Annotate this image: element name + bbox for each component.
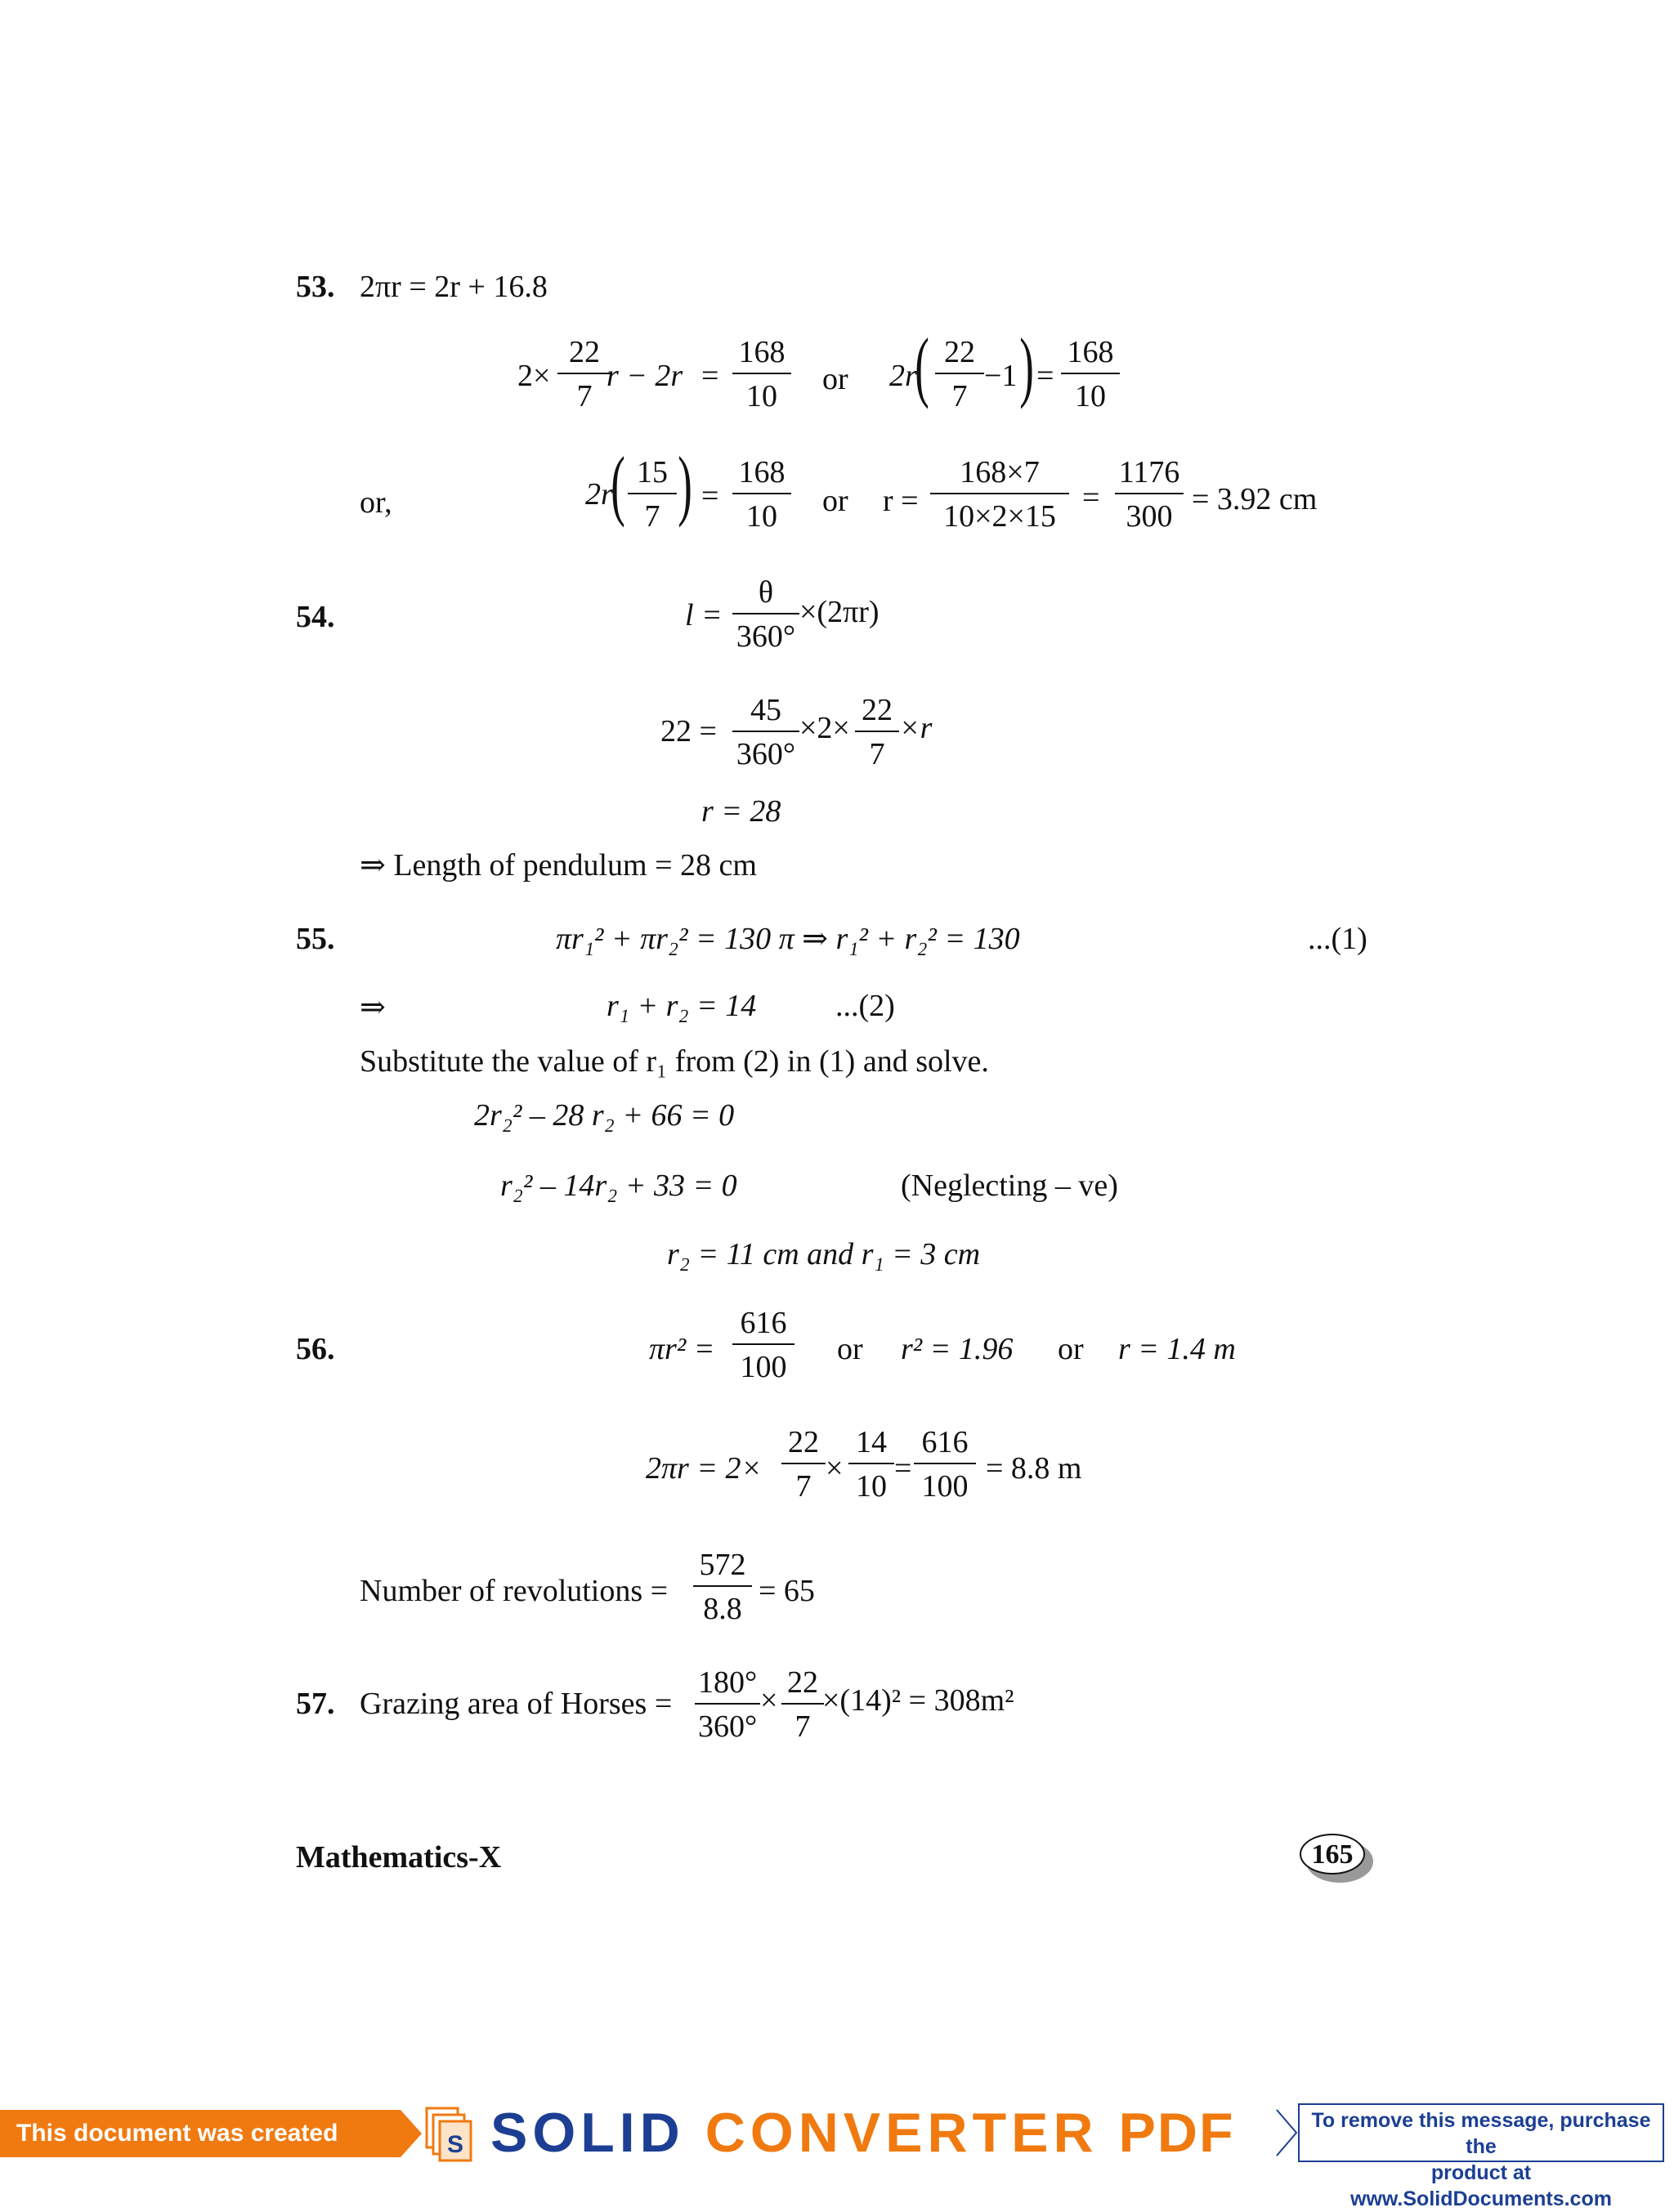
q56-l3-frac-num: 572 <box>699 1548 746 1582</box>
q56-l2-x: × <box>826 1451 844 1486</box>
svg-text:S: S <box>446 2131 464 2158</box>
q56-l2-frac1 <box>781 1427 826 1502</box>
q53-l1-a: 2× <box>517 359 551 393</box>
q53-l1-frac3-den: 7 <box>935 373 984 412</box>
q56-l2-frac1-num: 22 <box>788 1425 819 1459</box>
q53-l1-frac1-den: 7 <box>557 373 611 412</box>
brand-converter: CONVERTER <box>705 2102 1099 2164</box>
q53-l1-frac2-num: 168 <box>738 335 786 369</box>
solid-documents-logo-icon <box>423 2107 476 2162</box>
q53-l2-frac2 <box>732 457 791 532</box>
q57-frac2 <box>781 1667 824 1742</box>
q55-l3: Substitute the value of r₁ from (2) in (1) and solve. <box>360 1044 989 1079</box>
converter-banner[interactable] <box>0 2100 1674 2210</box>
q53-l2-lead: or, <box>360 485 392 520</box>
q56-l2-frac2 <box>848 1427 894 1502</box>
q56-l2-frac1-den: 7 <box>781 1463 826 1502</box>
q54-l2-frac2-num: 22 <box>862 693 893 727</box>
q54-l1-frac <box>732 577 799 652</box>
q56-l2-eq: = <box>894 1451 912 1486</box>
created-using-label: This document was created using <box>0 2110 401 2157</box>
q57-frac2-den: 7 <box>781 1703 824 1742</box>
q53-l2-a: 2r <box>585 477 613 512</box>
q55-l5-note: (Neglecting – ve) <box>901 1169 1118 1203</box>
arrow-icon <box>401 2110 422 2157</box>
q54-l4: ⇒ Length of pendulum = 28 cm <box>360 848 757 883</box>
q54-l1-frac-num: θ <box>758 575 774 610</box>
q57-frac1-den: 360° <box>695 1703 760 1742</box>
chevron-right-icon <box>1275 2108 1300 2157</box>
q55-l1: πr₁² + πr₂² = 130 π ⇒ r₁² + r₂² = 130 <box>556 922 1020 956</box>
left-paren: ( <box>611 440 625 528</box>
q57-frac2-num: 22 <box>787 1665 818 1700</box>
q57-frac1-num: 180° <box>698 1665 758 1700</box>
q54-l2-mid: ×2× <box>799 711 850 745</box>
q54-l2-frac1 <box>732 695 799 770</box>
q53-l1-d: −1 <box>984 359 1018 393</box>
q57-rhs: ×(14)² = 308m² <box>822 1683 1014 1718</box>
q56-l1-rhs: r = 1.4 m <box>1118 1332 1236 1366</box>
q56-l3-rhs: = 65 <box>759 1574 815 1608</box>
q53-l2-eq: = <box>701 479 719 513</box>
q55-l2: r₁ + r₂ = 14 <box>606 989 757 1023</box>
q53-l2-frac3 <box>930 457 1069 532</box>
left-paren: ( <box>915 322 929 409</box>
q53-l1-frac4-den: 10 <box>1061 373 1120 412</box>
q54-l1-rhs: ×(2πr) <box>799 595 880 629</box>
q55-l6: r₂ = 11 cm and r₁ = 3 cm <box>667 1237 981 1271</box>
q56-l2-frac2-num: 14 <box>856 1425 887 1459</box>
q53-l2-r: r = <box>883 484 919 518</box>
question-number-56: 56. <box>296 1332 335 1366</box>
right-paren: ) <box>678 440 692 528</box>
q56-l2-frac3 <box>914 1427 976 1502</box>
purchase-link[interactable] <box>1298 2103 1664 2210</box>
q56-l1-or1: or <box>837 1332 863 1366</box>
remove-message-line1: To remove this message, purchase the <box>1311 2109 1651 2158</box>
q56-l2-frac2-den: 10 <box>848 1463 894 1502</box>
q54-l3: r = 28 <box>701 794 781 829</box>
q56-l1-mid: r² = 1.96 <box>901 1332 1014 1366</box>
q53-l1-frac1-num: 22 <box>569 335 600 369</box>
subject-title: Mathematics-X <box>296 1840 502 1875</box>
question-number-57: 57. <box>296 1687 335 1721</box>
q53-l1-eq2: = <box>1036 359 1054 393</box>
q56-l1-or2: or <box>1058 1332 1084 1366</box>
q53-l2-frac2-num: 168 <box>738 455 786 489</box>
brand-pdf: PDF <box>1118 2102 1235 2164</box>
q53-given: 2πr = 2r + 16.8 <box>360 270 548 304</box>
q53-l2-frac1 <box>628 457 677 532</box>
q53-l1-frac3 <box>935 337 984 412</box>
q56-l2-lhs: 2πr = 2× <box>646 1451 763 1486</box>
q53-l2-frac1-num: 15 <box>637 455 668 489</box>
brand-solid: SOLID <box>490 2102 685 2164</box>
q53-l1-or: or <box>822 362 848 396</box>
q53-l1-frac2 <box>732 337 791 412</box>
q53-l2-frac3-num: 168×7 <box>960 455 1040 489</box>
q57-x: × <box>760 1683 778 1718</box>
q53-l1-frac2-den: 10 <box>732 373 791 412</box>
page-number-badge <box>1300 1834 1375 1884</box>
q57-frac1 <box>695 1667 760 1742</box>
q54-l2-frac1-den: 360° <box>732 731 799 770</box>
q57-lhs: Grazing area of Horses = <box>360 1687 673 1721</box>
q53-l2-frac4-num: 1176 <box>1118 455 1180 489</box>
q54-l2-frac1-num: 45 <box>750 693 781 727</box>
right-paren: ) <box>1019 322 1034 409</box>
q53-l1-frac3-num: 22 <box>944 335 975 369</box>
remove-message-line2: product at www.SolidDocuments.com <box>1350 2161 1612 2210</box>
q53-l2-frac4 <box>1115 457 1184 532</box>
q56-l1-frac <box>732 1307 794 1383</box>
q55-l4: 2r₂² – 28 r₂ + 66 = 0 <box>474 1098 735 1133</box>
question-number-53: 53. <box>296 270 335 304</box>
q53-l2-frac3-den: 10×2×15 <box>930 493 1069 532</box>
q53-l2-frac2-den: 10 <box>732 493 791 532</box>
q53-l1-eq: = <box>701 359 719 393</box>
solid-converter-brand <box>490 2103 1235 2162</box>
q53-l2-frac4-den: 300 <box>1115 493 1184 532</box>
q54-l2-frac2 <box>855 695 899 770</box>
q53-l1-frac4 <box>1061 337 1120 412</box>
q53-l1-frac4-num: 168 <box>1067 335 1114 369</box>
q56-l1-lhs: πr² = <box>649 1332 715 1366</box>
q55-l5: r₂² – 14r₂ + 33 = 0 <box>500 1169 737 1203</box>
q53-l1-b: r − 2r <box>606 359 683 393</box>
q53-l2-or: or <box>822 484 848 518</box>
q53-l2-frac1-den: 7 <box>628 493 677 532</box>
q53-l1-frac1 <box>557 337 611 412</box>
q55-l2-tag: ...(2) <box>835 989 895 1023</box>
q53-l1-c: 2r <box>889 359 917 393</box>
q53-l2-eq2: = <box>1082 480 1100 515</box>
q54-l2-rhs: ×r <box>899 711 933 745</box>
q54-l1-frac-den: 360° <box>732 613 799 652</box>
q55-l2-arrow: ⇒ <box>360 990 386 1025</box>
question-number-54: 54. <box>296 600 335 634</box>
q54-l2-lhs: 22 = <box>660 714 717 749</box>
q54-l1-lhs: l = <box>685 598 723 632</box>
q54-l2-frac2-den: 7 <box>855 731 899 770</box>
q56-l3-lhs: Number of revolutions = <box>360 1574 669 1608</box>
q56-l1-frac-num: 616 <box>740 1306 787 1340</box>
q56-l2-frac3-num: 616 <box>921 1425 969 1459</box>
q56-l2-rhs: = 8.8 m <box>986 1451 1082 1486</box>
q56-l2-frac3-den: 100 <box>914 1463 976 1502</box>
q56-l3-frac-den: 8.8 <box>693 1585 752 1624</box>
page-number: 165 <box>1300 1834 1365 1875</box>
q55-l1-tag: ...(1) <box>1308 922 1367 956</box>
question-number-55: 55. <box>296 922 335 956</box>
q56-l3-frac <box>693 1549 752 1624</box>
q53-l2-result: = 3.92 cm <box>1192 482 1318 516</box>
q56-l1-frac-den: 100 <box>732 1343 794 1383</box>
